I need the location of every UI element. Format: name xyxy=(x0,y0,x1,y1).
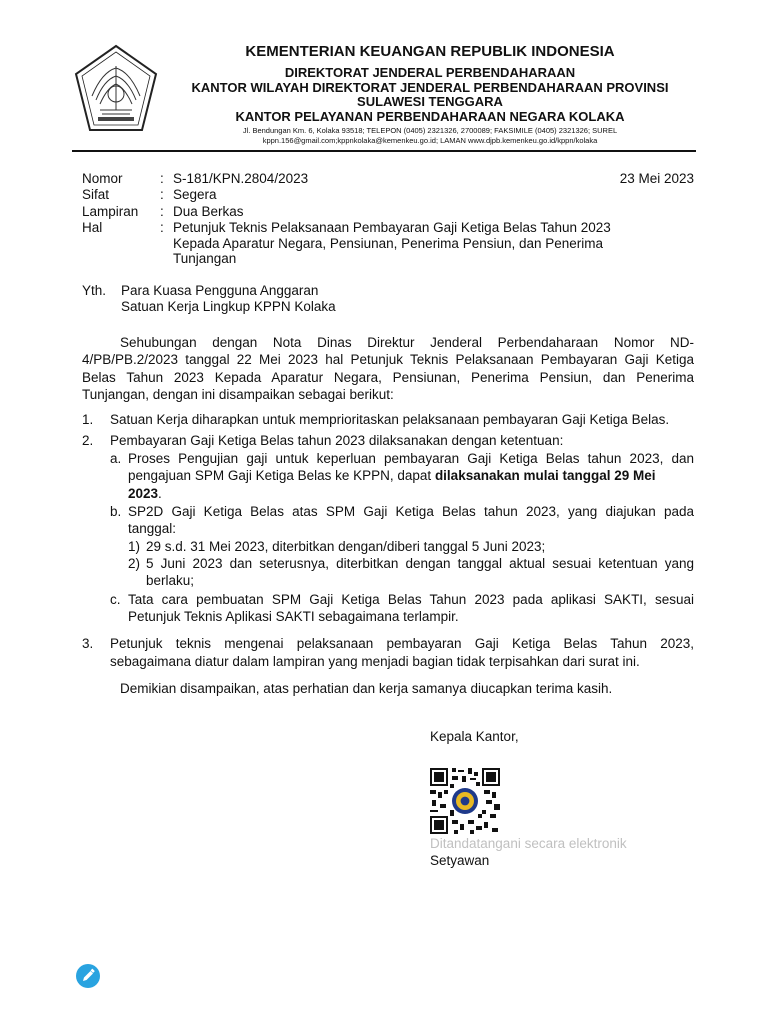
address-line-1: Jl. Bendungan Km. 6, Kolaka 93518; TELEPON (0405) 2321326, 2700089; FAKSIMILE (0405) 2321326; SUREL xyxy=(242,126,618,135)
service-office-name: KANTOR PELAYANAN PERBENDAHARAAN NEGARA KOLAKA xyxy=(235,109,625,124)
ministry-name: KEMENTERIAN KEUANGAN REPUBLIK INDONESIA xyxy=(245,43,615,60)
directorate-name: DIREKTORAT JENDERAL PERBENDAHARAAN xyxy=(284,65,576,80)
item-2a-line-2-text: pengajuan SPM Gaji Ketiga Belas ke KPPN, dapat xyxy=(128,468,435,483)
item-2b-i-number: 1) xyxy=(128,539,141,554)
item-2a-period: . xyxy=(158,486,162,501)
hal-value-line-2: Kepada Aparatur Negara, Pensiunan, Penerima Pensiun, dan Penerima xyxy=(173,236,604,251)
item-2c-line-2: Petunjuk Teknis Aplikasi SAKTI sebagaimana terlampir. xyxy=(128,609,459,624)
item-2b-letter: b. xyxy=(110,504,122,519)
item-2b-line-2: tanggal: xyxy=(128,521,177,536)
intro-line-2: 4/PB/PB.2/2023 tanggal 22 Mei 2023 hal Petunjuk Teknis Pelaksanaan Pembayaran Gaji Ketiga xyxy=(82,352,694,367)
letterhead-divider xyxy=(72,150,696,152)
addressee-line-1: Para Kuasa Pengguna Anggaran xyxy=(121,283,319,298)
letter-date: 23 Mei 2023 xyxy=(619,171,694,186)
regional-office-line-1: KANTOR WILAYAH DIREKTORAT JENDERAL PERBENDAHARAAN PROVINSI xyxy=(191,80,669,95)
hal-label: Hal xyxy=(82,220,103,235)
intro-line-1: Sehubungan dengan Nota Dinas Direktur Jenderal Perbendaharaan Nomor ND- xyxy=(120,335,694,350)
intro-line-4: Tunjangan, dengan ini disampaikan sebagai berikut: xyxy=(82,387,394,402)
ministry-logo xyxy=(72,44,160,134)
item-3-line-2: sebagaimana diatur dalam lampiran yang menjadi bagian tidak terpisahkan dari surat ini. xyxy=(110,654,640,669)
item-2a-line-2 xyxy=(128,468,694,485)
closing-statement: Demikian disampaikan, atas perhatian dan kerja samanya diucapkan terima kasih. xyxy=(120,681,613,696)
item-2c-letter: c. xyxy=(110,592,121,607)
item-2c-line-1: Tata cara pembuatan SPM Gaji Ketiga Belas Tahun 2023 pada aplikasi SAKTI, sesuai xyxy=(128,592,694,607)
addressee-prefix: Yth. xyxy=(82,283,107,298)
signatory-name: Setyawan xyxy=(430,853,490,868)
item-2b-ii-line-2: berlaku; xyxy=(146,573,195,588)
item-3-line-1: Petunjuk teknis mengenai pelaksanaan pembayaran Gaji Ketiga Belas Tahun 2023, xyxy=(110,636,694,651)
addressee-line-2: Satuan Kerja Lingkup KPPN Kolaka xyxy=(121,299,336,314)
colon: : xyxy=(160,171,164,186)
item-2a-year-bold: 2023 xyxy=(128,486,159,501)
colon: : xyxy=(160,204,164,219)
hal-value-line-1: Petunjuk Teknis Pelaksanaan Pembayaran Gaji Ketiga Belas Tahun 2023 xyxy=(173,220,611,235)
intro-line-3: Belas Tahun 2023 Kepada Aparatur Negara, Pensiunan, Penerima Pensiun, dan Penerima xyxy=(82,370,694,385)
item-2a-letter: a. xyxy=(110,451,122,466)
regional-office-line-2: SULAWESI TENGGARA xyxy=(357,94,503,109)
hal-value-line-3: Tunjangan xyxy=(173,251,237,266)
item-2b-line-1: SP2D Gaji Ketiga Belas atas SPM Gaji Ketiga Belas tahun 2023, yang diajukan pada xyxy=(128,504,694,519)
qr-code-signature xyxy=(430,768,500,834)
nomor-value: S-181/KPN.2804/2023 xyxy=(173,171,309,186)
item-3-number: 3. xyxy=(82,636,94,651)
lampiran-label: Lampiran xyxy=(82,204,139,219)
colon: : xyxy=(160,187,164,202)
item-2b-i-text: 29 s.d. 31 Mei 2023, diterbitkan dengan/diberi tanggal 5 Juni 2023; xyxy=(146,539,546,554)
item-2b-ii-number: 2) xyxy=(128,556,141,571)
item-1-number: 1. xyxy=(82,412,94,427)
sifat-value: Segera xyxy=(173,187,217,202)
item-1-text: Satuan Kerja diharapkan untuk memprioritaskan pelaksanaan pembayaran Gaji Ketiga Belas. xyxy=(110,412,670,427)
edit-fab-button[interactable] xyxy=(76,964,100,988)
item-2a-line-3 xyxy=(128,486,694,503)
nomor-label: Nomor xyxy=(82,171,123,186)
e-signature-note: Ditandatangani secara elektronik xyxy=(430,836,627,851)
lampiran-value: Dua Berkas xyxy=(173,204,244,219)
item-2a-start-date-bold: dilaksanakan mulai tanggal 29 Mei xyxy=(434,468,656,483)
signatory-title: Kepala Kantor, xyxy=(430,729,519,744)
item-2-text: Pembayaran Gaji Ketiga Belas tahun 2023 dilaksanakan dengan ketentuan: xyxy=(110,433,564,448)
item-2b-ii-line-1: 5 Juni 2023 dan seterusnya, diterbitkan dengan tanggal aktual sesuai ketentuan yang xyxy=(146,556,694,571)
colon: : xyxy=(160,220,164,235)
item-2-number: 2. xyxy=(82,433,94,448)
sifat-label: Sifat xyxy=(82,187,110,202)
address-line-2: kppn.156@gmail.com;kppnkolaka@kemenkeu.go.id; LAMAN www.djpb.kemenkeu.go.id/kppn/kolaka xyxy=(262,136,598,145)
pencil-icon xyxy=(76,964,100,988)
item-2a-line-1: Proses Pengujian gaji untuk keperluan pembayaran Gaji Ketiga Belas tahun 2023, dan xyxy=(128,451,694,466)
